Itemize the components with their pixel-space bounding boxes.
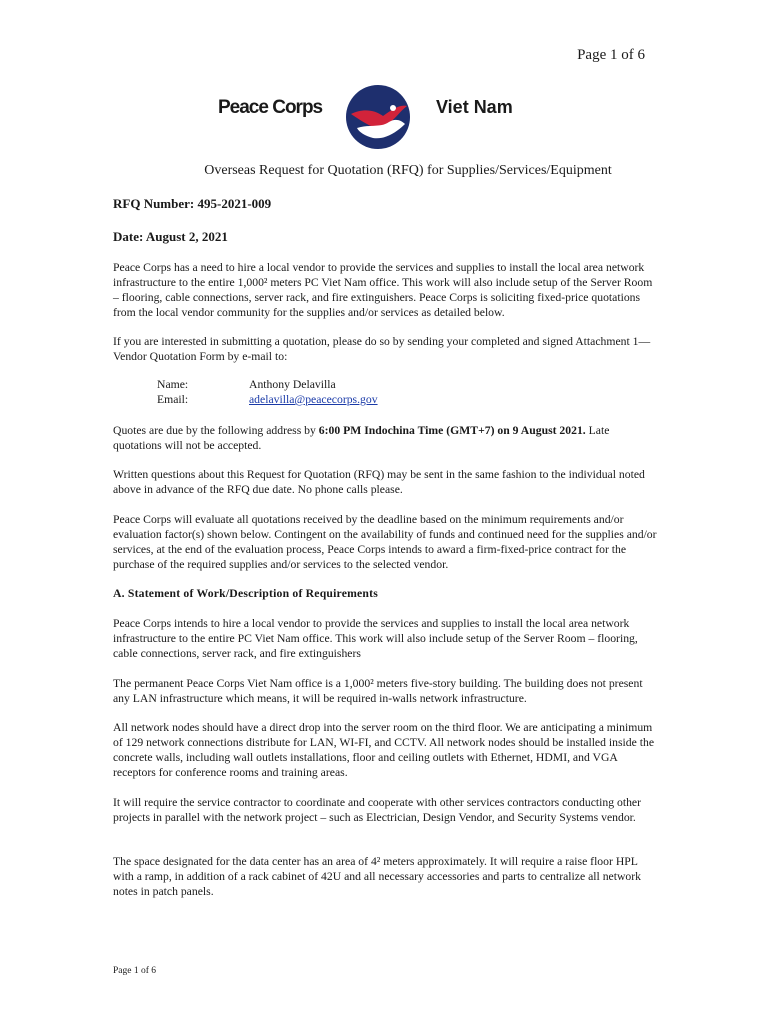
sow-paragraph: It will require the service contractor to coordinate and cooperate with other services contractors conducting other projects in parallel with the network project – such as Electrician, Design Vendor, and Security Systems vendor. [113, 796, 641, 824]
sow-paragraph: The space designated for the data center has an area of 4² meters approximately. It will require a raise floor HPL with a ramp, in addition of a rack cabinet of 42U and all necessary accessories and parts to centralize all network notes in patch panels. [113, 855, 642, 898]
name-label: Name: [157, 378, 189, 391]
document-title: Overseas Request for Quotation (RFQ) for Supplies/Services/Equipment [204, 163, 612, 178]
contact-name: Anthony Delavilla [249, 378, 336, 391]
rfq-number: RFQ Number: 495-2021-009 [113, 196, 272, 211]
country-name: Viet Nam [436, 97, 513, 117]
peace-corps-logo [345, 84, 411, 150]
contact-email-link[interactable]: adelavilla@peacecorps.gov [249, 393, 378, 406]
due-text: Quotes are due by the following address by [113, 424, 319, 437]
email-label: Email: [157, 393, 189, 406]
due-deadline: 6:00 PM Indochina Time (GMT+7) on 9 August 2021. [318, 424, 586, 437]
sow-paragraph: Peace Corps intends to hire a local vendor to provide the services and supplies to install the local area network infrastructure to the entire PC Viet Nam office. This work will also include setup of the Server Room – flooring, cable connections, server rack, and fire extinguishers [113, 617, 638, 660]
due-late-text: Late quotations will not be accepted. [113, 424, 610, 452]
evaluation-paragraph: Peace Corps will evaluate all quotations received by the deadline based on the minimum requirements and/or evaluation factor(s) shown below. Contingent on the availability of funds and continued need for the supplies and/or services, at the end of the evaluation process, Peace Corps intends to award a firm-fixed-price contract for the purchase of the required supplies and/or services to the selected vendor. [113, 513, 657, 571]
sow-paragraph: The permanent Peace Corps Viet Nam office is a 1,000² meters five-story building. The building does not present any LAN infrastructure which means, it will be required in-walls network infrastructure. [113, 677, 643, 705]
questions-paragraph: Written questions about this Request for Quotation (RFQ) may be sent in the same fashion to the individual noted above in advance of the RFQ due date. No phone calls please. [113, 468, 645, 496]
intro-paragraph: Peace Corps has a need to hire a local vendor to provide the services and supplies to install the local area network infrastructure to the entire 1,000² meters PC Viet Nam office. This work will also include setup of the Server Room – flooring, cable connections, server rack, and fire extinguishers. Peace Corps is soliciting fixed-price quotations from the local vendor community for the supplies and/or services as detailed below. [113, 261, 653, 319]
sow-paragraph: All network nodes should have a direct drop into the server room on the third floor. We are anticipating a minimum of 129 network connections distribute for LAN, WI-FI, and CCTV. All network nodes should be installed inside the concrete walls, including wall outlets installations, floor and ceiling outlets with Ethernet, HDMI, and VGA receptors for conference rooms and training areas. [113, 721, 655, 779]
rfq-date: Date: August 2, 2021 [113, 229, 228, 244]
footer-page-number: Page 1 of 6 [113, 966, 157, 976]
due-paragraph [113, 423, 658, 453]
org-name: Peace Corps [218, 97, 323, 118]
page-indicator: Page 1 of 6 [577, 47, 645, 63]
submission-paragraph: If you are interested in submitting a quotation, please do so by sending your completed and signed Attachment 1—Vendor Quotation Form by e-mail to: [113, 335, 651, 363]
section-heading: A. Statement of Work/Description of Requirements [113, 587, 378, 600]
